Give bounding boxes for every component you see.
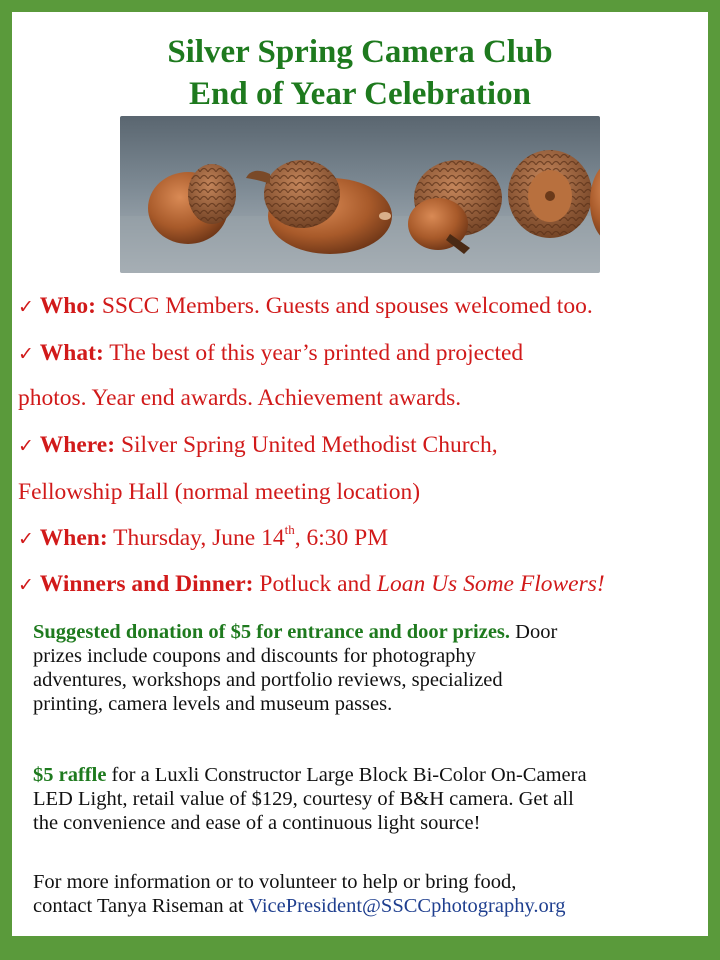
- detail-when: [18, 523, 708, 554]
- contact-paragraph: [33, 870, 703, 918]
- when-time: , 6:30 PM: [294, 525, 389, 551]
- raffle-text-line-3: the convenience and ease of a continuous light source!: [33, 812, 481, 834]
- checkmark-icon: ✓: [18, 296, 34, 318]
- detail-who: [18, 291, 708, 322]
- donation-text-line-3: adventures, workshops and portfolio reviews, specialized: [33, 669, 503, 691]
- what-label: What:: [39, 340, 104, 366]
- donation-text-line-2: prizes include coupons and discounts for photography: [33, 645, 476, 667]
- detail-winners: [18, 569, 708, 600]
- contact-text-line-1: For more information or to volunteer to help or bring food,: [33, 871, 517, 893]
- raffle-text-line-2: LED Light, retail value of $129, courtesy of B&H camera. Get all: [33, 788, 574, 810]
- checkmark-icon: ✓: [18, 574, 34, 596]
- winners-text: Potluck and: [253, 571, 377, 597]
- title-line-2: End of Year Celebration: [189, 76, 531, 112]
- contact-text-line-2: contact Tanya Riseman at: [33, 895, 249, 917]
- when-ordinal: th: [284, 522, 295, 537]
- raffle-text-line-1: for a Luxli Constructor Large Block Bi-Color On-Camera: [106, 764, 587, 786]
- acorns-illustration: [120, 116, 600, 273]
- winners-italic: Loan Us Some Flowers!: [376, 571, 605, 597]
- donation-text-line-1: Door: [510, 621, 558, 643]
- when-label: When:: [39, 525, 108, 551]
- donation-paragraph: [33, 620, 703, 716]
- raffle-highlight: $5 raffle: [33, 764, 107, 786]
- checkmark-icon: ✓: [18, 343, 34, 365]
- raffle-paragraph: [33, 763, 703, 835]
- checkmark-icon: ✓: [18, 435, 34, 457]
- what-text-line-2: photos. Year end awards. Achievement awards.: [18, 385, 462, 411]
- detail-where: [18, 430, 708, 461]
- checkmark-icon: ✓: [18, 528, 34, 550]
- where-label: Where:: [39, 432, 116, 458]
- where-text-line-2: Fellowship Hall (normal meeting location): [18, 479, 421, 505]
- what-text-line-1: The best of this year’s printed and projected: [103, 340, 524, 366]
- who-text: SSCC Members. Guests and spouses welcomed too.: [95, 293, 593, 319]
- when-text: Thursday, June 14: [107, 525, 285, 551]
- where-text-line-1: Silver Spring United Methodist Church,: [115, 432, 498, 458]
- contact-email-link[interactable]: VicePresident@SSCCphotography.org: [248, 895, 566, 917]
- donation-highlight: Suggested donation of $5 for entrance and door prizes.: [33, 621, 511, 643]
- who-label: Who:: [39, 293, 96, 319]
- flyer-page: [12, 12, 708, 936]
- acorns-photo: [120, 116, 600, 273]
- donation-text-line-4: printing, camera levels and museum passes.: [33, 693, 393, 715]
- detail-what: [18, 338, 708, 369]
- title-line-1: Silver Spring Camera Club: [167, 34, 553, 70]
- winners-label: Winners and Dinner:: [39, 571, 254, 597]
